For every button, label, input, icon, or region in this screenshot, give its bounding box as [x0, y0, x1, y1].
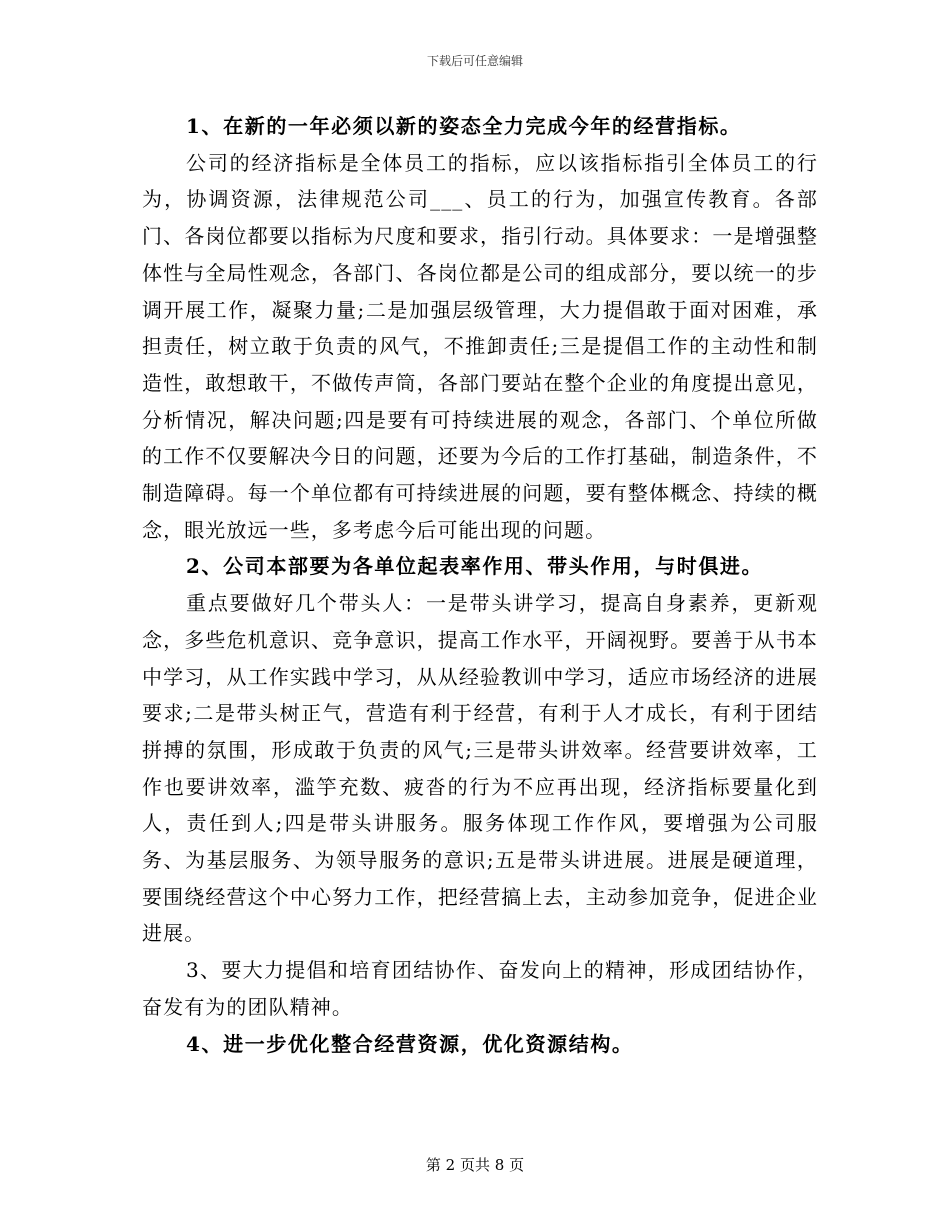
- body-paragraph-3: 3、要大力提倡和培育团结协作、奋发向上的精神，形成团结协作，奋发有为的团队精神。: [142, 958, 818, 1019]
- section-heading-2: 2、公司本部要为各单位起表率作用、带头作用，与时俱进。: [186, 554, 764, 579]
- document-body: [142, 108, 818, 1062]
- section-heading-4: 4、进一步优化整合经营资源，优化资源结构。: [186, 1031, 634, 1056]
- section-heading-1: 1、在新的一年必须以新的姿态全力完成今年的经营指标。: [186, 114, 742, 138]
- body-paragraph-2: 重点要做好几个带头人：一是带头讲学习，提高自身素养，更新观念，多些危机意识、竞争意识，提高工作水平，开阔视野。要善于从书本中学习，从工作实践中学习，从从经验教训中学习，适应市场经济的进展要求;二是带头树正气，营造有利于经营，有利于人才成长，有利于团结拼搏的氛围，形成敢于负责的风气;三是带头讲效率。经营要讲效率，工作也要讲效率，滥竽充数、疲沓的行为不应再出现，经济指标要量化到人，责任到人;四是带头讲服务。服务体现工作作风，要增强为公司服务、为基层服务、为领导服务的意识;五是带头讲进展。进展是硬道理，要围绕经营这个中心努力工作，把经营搞上去，主动参加竞争，促进企业进展。: [142, 591, 819, 946]
- body-paragraph-1: 公司的经济指标是全体员工的指标，应以该指标指引全体员工的行为，协调资源，法律规范公司___、员工的行为，加强宣传教育。各部门、各岗位都要以指标为尺度和要求，指引行动。具体要求：一是增强整体性与全局性观念，各部门、各岗位都是公司的组成部分，要以统一的步调开展工作，凝聚力量;二是加强层级管理，大力提倡敢于面对困难，承担责任，树立敢于负责的风气，不推卸责任;三是提倡工作的主动性和制造性，敢想敢干，不做传声筒，各部门要站在整个企业的角度提出意见，分析情况，解决问题;四是要有可持续进展的观念，各部门、个单位所做的工作不仅要解决今日的问题，还要为今后的工作打基础，制造条件，不制造障碍。每一个单位都有可持续进展的问题，要有整体概念、持续的概念，眼光放远一些，多考虑今后可能出现的问题。: [142, 150, 818, 542]
- page-footer: 第 2 页共 8 页: [425, 1156, 525, 1174]
- page-header: 下载后可任意编辑: [426, 54, 523, 68]
